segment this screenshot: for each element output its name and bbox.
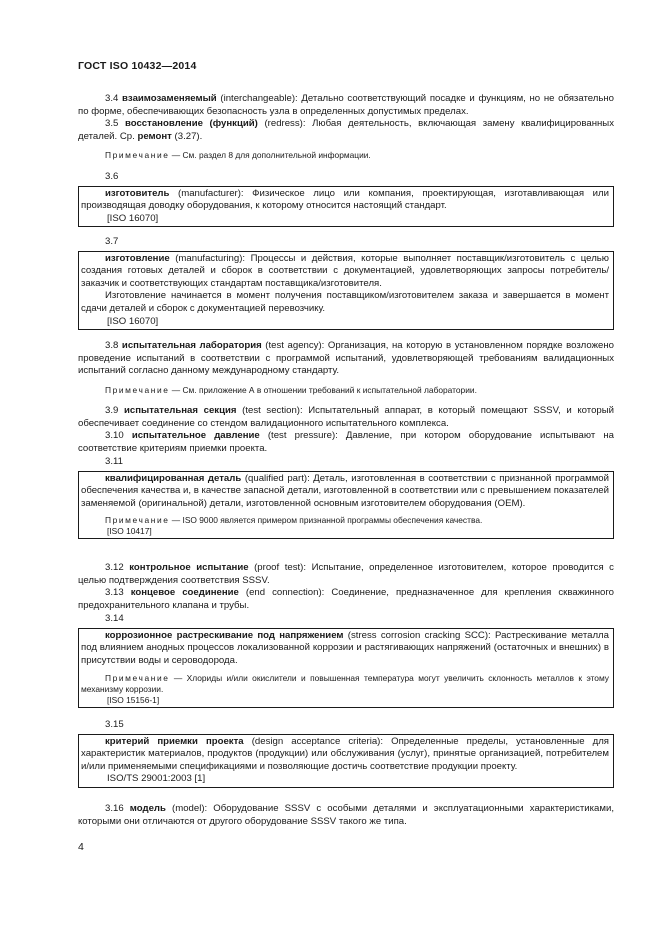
note-text: — ISO 9000 является примером признанной программы обеспечения качества. xyxy=(169,515,483,526)
note xyxy=(81,515,609,526)
definition: (test pressure): Давление, при котором оборудование испытывают на соответствие критериям приемки проекта. xyxy=(78,430,615,454)
definition: (stress corrosion cracking SCC): Растрескивание металла под влиянием анодных процессов локализованной коррозии и растягивающих напряжений (остаточных и внешних) в присутствии воды и сероводорода. xyxy=(81,629,609,666)
note-label: Примечание xyxy=(105,384,170,395)
note-label: Примечание xyxy=(105,150,170,161)
definition: (manufacturer): Физическое лицо или компания, проектирующая, изготавливающая или производящая доводку оборудования, к которому относится настоящий стандарт. xyxy=(81,187,609,212)
entry-number: 3.14 xyxy=(105,613,124,624)
definition-box xyxy=(78,186,614,228)
page-number: 4 xyxy=(78,841,84,853)
definition: (test agency): Организация, на которую в установленном порядке возложено проведение испытаний в соответствии с программой испытаний, удовлетворяющей требованиям валидационных испытаний согласно данному международному стандарту. xyxy=(78,340,614,377)
entry-number: 3.8 xyxy=(105,340,119,351)
document-header: ГОСТ ISO 10432—2014 xyxy=(78,60,197,72)
entry-3-16 xyxy=(78,803,614,828)
entry-number: 3.15 xyxy=(105,719,124,730)
entry-3-10 xyxy=(78,430,614,455)
definition: (interchangeable): Детально соответствующий посадке и функциям, но не обязательно по форме, обеспечивающих безопасность узла в определенных допустимых пределах. xyxy=(78,93,614,117)
entry-number: 3.11 xyxy=(105,456,123,467)
term: квалифицированная деталь xyxy=(105,472,242,484)
term: восстановление (функций) xyxy=(124,118,258,129)
definition-box xyxy=(78,628,614,709)
entry-3-11 xyxy=(78,456,614,539)
entry-number: 3.6 xyxy=(105,171,119,182)
entry-3-6 xyxy=(78,171,614,227)
entry-number: 3.12 xyxy=(105,562,124,573)
source-reference: [ISO 10417] xyxy=(107,526,152,537)
entry-3-4 xyxy=(78,93,614,118)
definition: (test section): Испытательный аппарат, в который помещают SSSV, и который обеспечивает соединение со стендом валидационного испытательного комплекса. xyxy=(78,405,615,429)
term: критерий приемки проекта xyxy=(105,735,244,747)
definition-box xyxy=(78,251,614,331)
definition: (model): Оборудование SSSV с особыми деталями и эксплуатационными характеристиками, которыми они отличаются от другого оборудование SSSV такого же типа. xyxy=(78,803,614,827)
entry-number: 3.13 xyxy=(105,587,124,598)
definition: (proof test): Испытание, определенное изготовителем, которое проводится с целью подтверждения соответствия SSSV. xyxy=(78,562,614,586)
note xyxy=(78,150,614,161)
document-page xyxy=(78,0,614,935)
note-label: Примечание xyxy=(105,673,170,684)
note xyxy=(81,673,609,695)
source-reference: [ISO 16070] xyxy=(107,315,159,327)
note-text: — См. раздел 8 для дополнительной информации. xyxy=(169,150,371,161)
source-reference: [ISO 16070] xyxy=(107,212,159,224)
note-label: Примечание xyxy=(105,515,170,526)
term: испытательная секция xyxy=(123,405,237,416)
entry-number: 3.4 xyxy=(105,93,119,104)
definition-box xyxy=(78,734,614,788)
term: испытательное давление xyxy=(131,430,260,441)
term: испытательная лаборатория xyxy=(121,340,262,351)
definition: (manufacturing): Процессы и действия, которые выполняет поставщик/изготовитель с целью создания готовых деталей и сборок в соответствии с документацией, удовлетворяющих запросы потребитель/заказчик и соответствующих стандартам поставщика/изготовителя. xyxy=(81,252,609,289)
term: коррозионное растрескивание под напряжением xyxy=(105,629,344,641)
definition-box xyxy=(78,471,614,540)
entry-3-8 xyxy=(78,340,614,396)
note-text: — См. приложение А в отношении требований к испытательной лаборатории. xyxy=(169,384,477,395)
entry-3-13 xyxy=(78,587,614,612)
term: модель xyxy=(129,803,166,814)
definition: (qualified part): Деталь, изготовленная в соответствии с признанной программой обеспечения качества и, в качестве запасной детали, изготовленной в соответствии или с превышением показателей заменяемой (оригинальной) детали, изготовленной основным изготовителем оборудования (OEM). xyxy=(81,472,609,509)
entry-3-15 xyxy=(78,719,614,788)
entry-3-14 xyxy=(78,613,614,708)
source-reference: [ISO 15156-1] xyxy=(107,695,160,706)
definition-paragraph-2: Изготовление начинается в момент получения поставщиком/изготовителем заказа и завершается в момент сдачи деталей и сборок с документацией перевозчику. xyxy=(81,290,609,314)
entry-number: 3.5 xyxy=(105,118,119,129)
term: взаимозаменяемый xyxy=(122,93,217,104)
term: изготовитель xyxy=(105,187,170,199)
definition-tail: (3.27). xyxy=(171,130,203,142)
entry-3-9 xyxy=(78,405,614,430)
entry-number: 3.9 xyxy=(105,405,119,416)
entry-number: 3.7 xyxy=(105,236,119,247)
entry-3-12 xyxy=(78,562,614,587)
source-reference: ISO/TS 29001:2003 [1] xyxy=(107,773,206,785)
definition: (redress): Любая деятельность, включающая замену квалифицированных деталей. Ср. xyxy=(78,118,614,142)
term: концевое соединение xyxy=(130,587,239,598)
definition: (design acceptance criteria): Определенные пределы, установленные для характеристик материалов, продуктов (продукции) или обслуживания (услуг), принятые организацией, потребителем и/или применяемыми спецификациями и позволяющие достичь соответствие продукции проекту. xyxy=(81,735,610,772)
term: контрольное испытание xyxy=(129,562,249,573)
note-text: — Хлориды и/или окислители и повышенная температура могут увеличить склонность металлов к этому механизму коррозии. xyxy=(81,673,609,695)
note xyxy=(78,385,614,396)
cross-reference-term: ремонт xyxy=(137,130,172,142)
term: изготовление xyxy=(105,252,170,264)
definition: (end connection): Соединение, предназначенное для крепления скважинного предохранительного клапана и трубы. xyxy=(78,587,615,611)
entry-3-5 xyxy=(78,118,614,161)
entry-number: 3.16 xyxy=(105,803,124,814)
entry-number: 3.10 xyxy=(105,430,124,441)
entry-3-7 xyxy=(78,236,614,330)
